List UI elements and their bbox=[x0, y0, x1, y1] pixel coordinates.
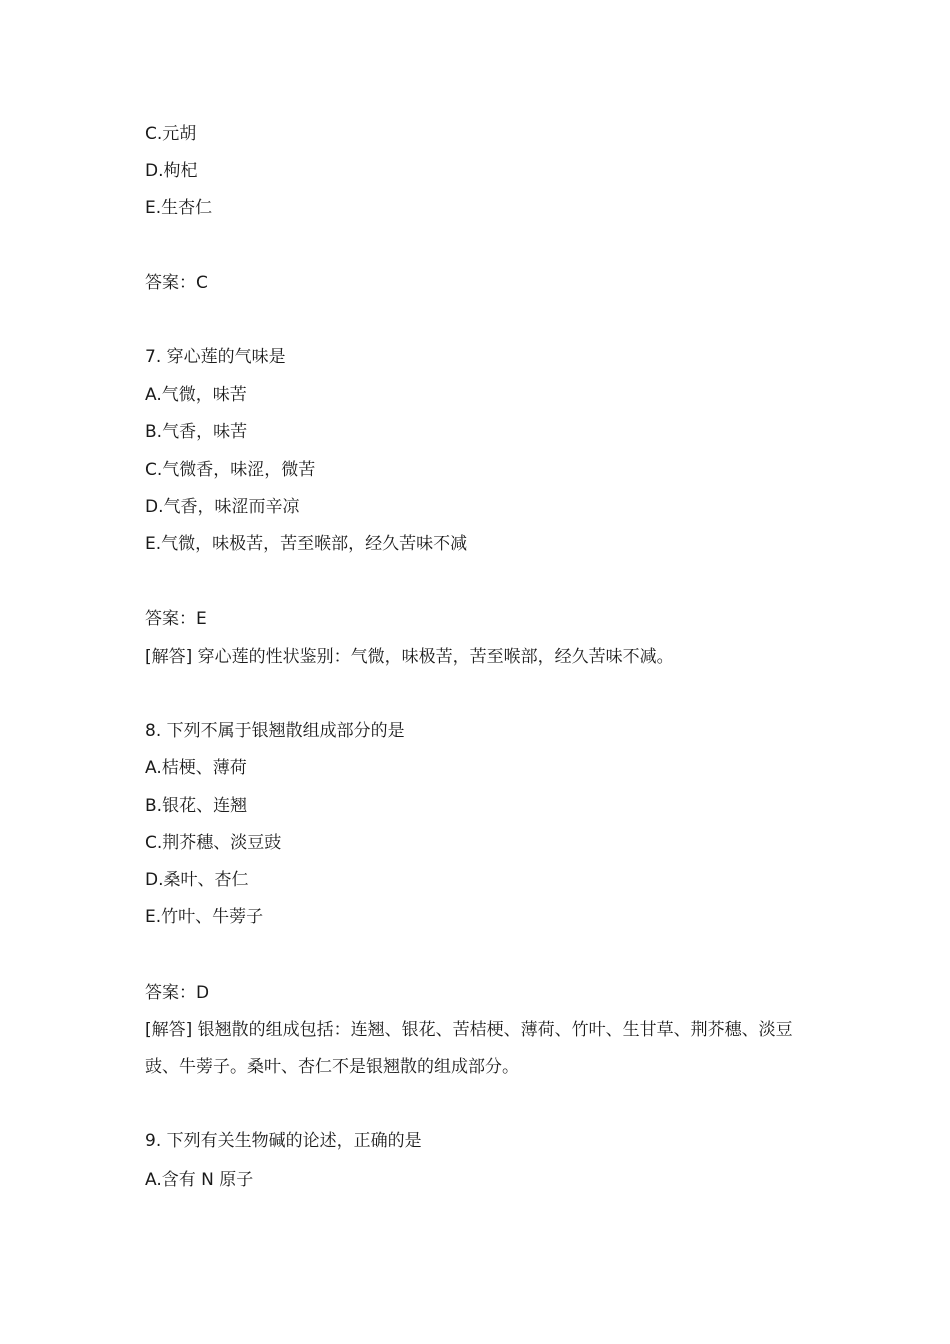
option-b-q7: B.气香，味苦 bbox=[145, 422, 248, 442]
question-9: 9. 下列有关生物碱的论述，正确的是 bbox=[145, 1131, 422, 1151]
option-a-q9: A.含有 N 原子 bbox=[145, 1170, 254, 1190]
option-d-q8: D.桑叶、杏仁 bbox=[145, 870, 249, 890]
question-8: 8. 下列不属于银翘散组成部分的是 bbox=[145, 721, 405, 741]
option-a-q7: A.气微，味苦 bbox=[145, 385, 247, 405]
question-7: 7. 穿心莲的气味是 bbox=[145, 347, 286, 367]
explanation-q7: [解答] 穿心莲的性状鉴别：气微，味极苦，苦至喉部，经久苦味不减。 bbox=[145, 647, 674, 667]
option-a-q8: A.桔梗、薄荷 bbox=[145, 758, 247, 778]
answer-q7: 答案：E bbox=[145, 609, 207, 629]
answer-q8: 答案：D bbox=[145, 983, 210, 1003]
explanation-q8: [解答] 银翘散的组成包括：连翘、银花、苦桔梗、薄荷、竹叶、生甘草、荆芥穗、淡豆豉、牛蒡子。桑叶、杏仁不是银翘散的组成部分。 bbox=[145, 1020, 793, 1077]
option-d-q7: D.气香，味涩而辛凉 bbox=[145, 497, 300, 517]
option-e-q7: E.气微，味极苦，苦至喉部，经久苦味不减 bbox=[145, 534, 468, 554]
option-e-q6: E.生杏仁 bbox=[145, 198, 213, 218]
option-e-q8: E.竹叶、牛蒡子 bbox=[145, 907, 264, 927]
option-c-q7: C.气微香，味涩，微苦 bbox=[145, 460, 316, 480]
option-d-q6: D.枸杞 bbox=[145, 161, 198, 181]
option-c-q6: C.元胡 bbox=[145, 124, 197, 144]
answer-q6: 答案：C bbox=[145, 273, 208, 293]
option-b-q8: B.银花、连翘 bbox=[145, 796, 248, 816]
option-c-q8: C.荆芥穗、淡豆豉 bbox=[145, 833, 282, 853]
